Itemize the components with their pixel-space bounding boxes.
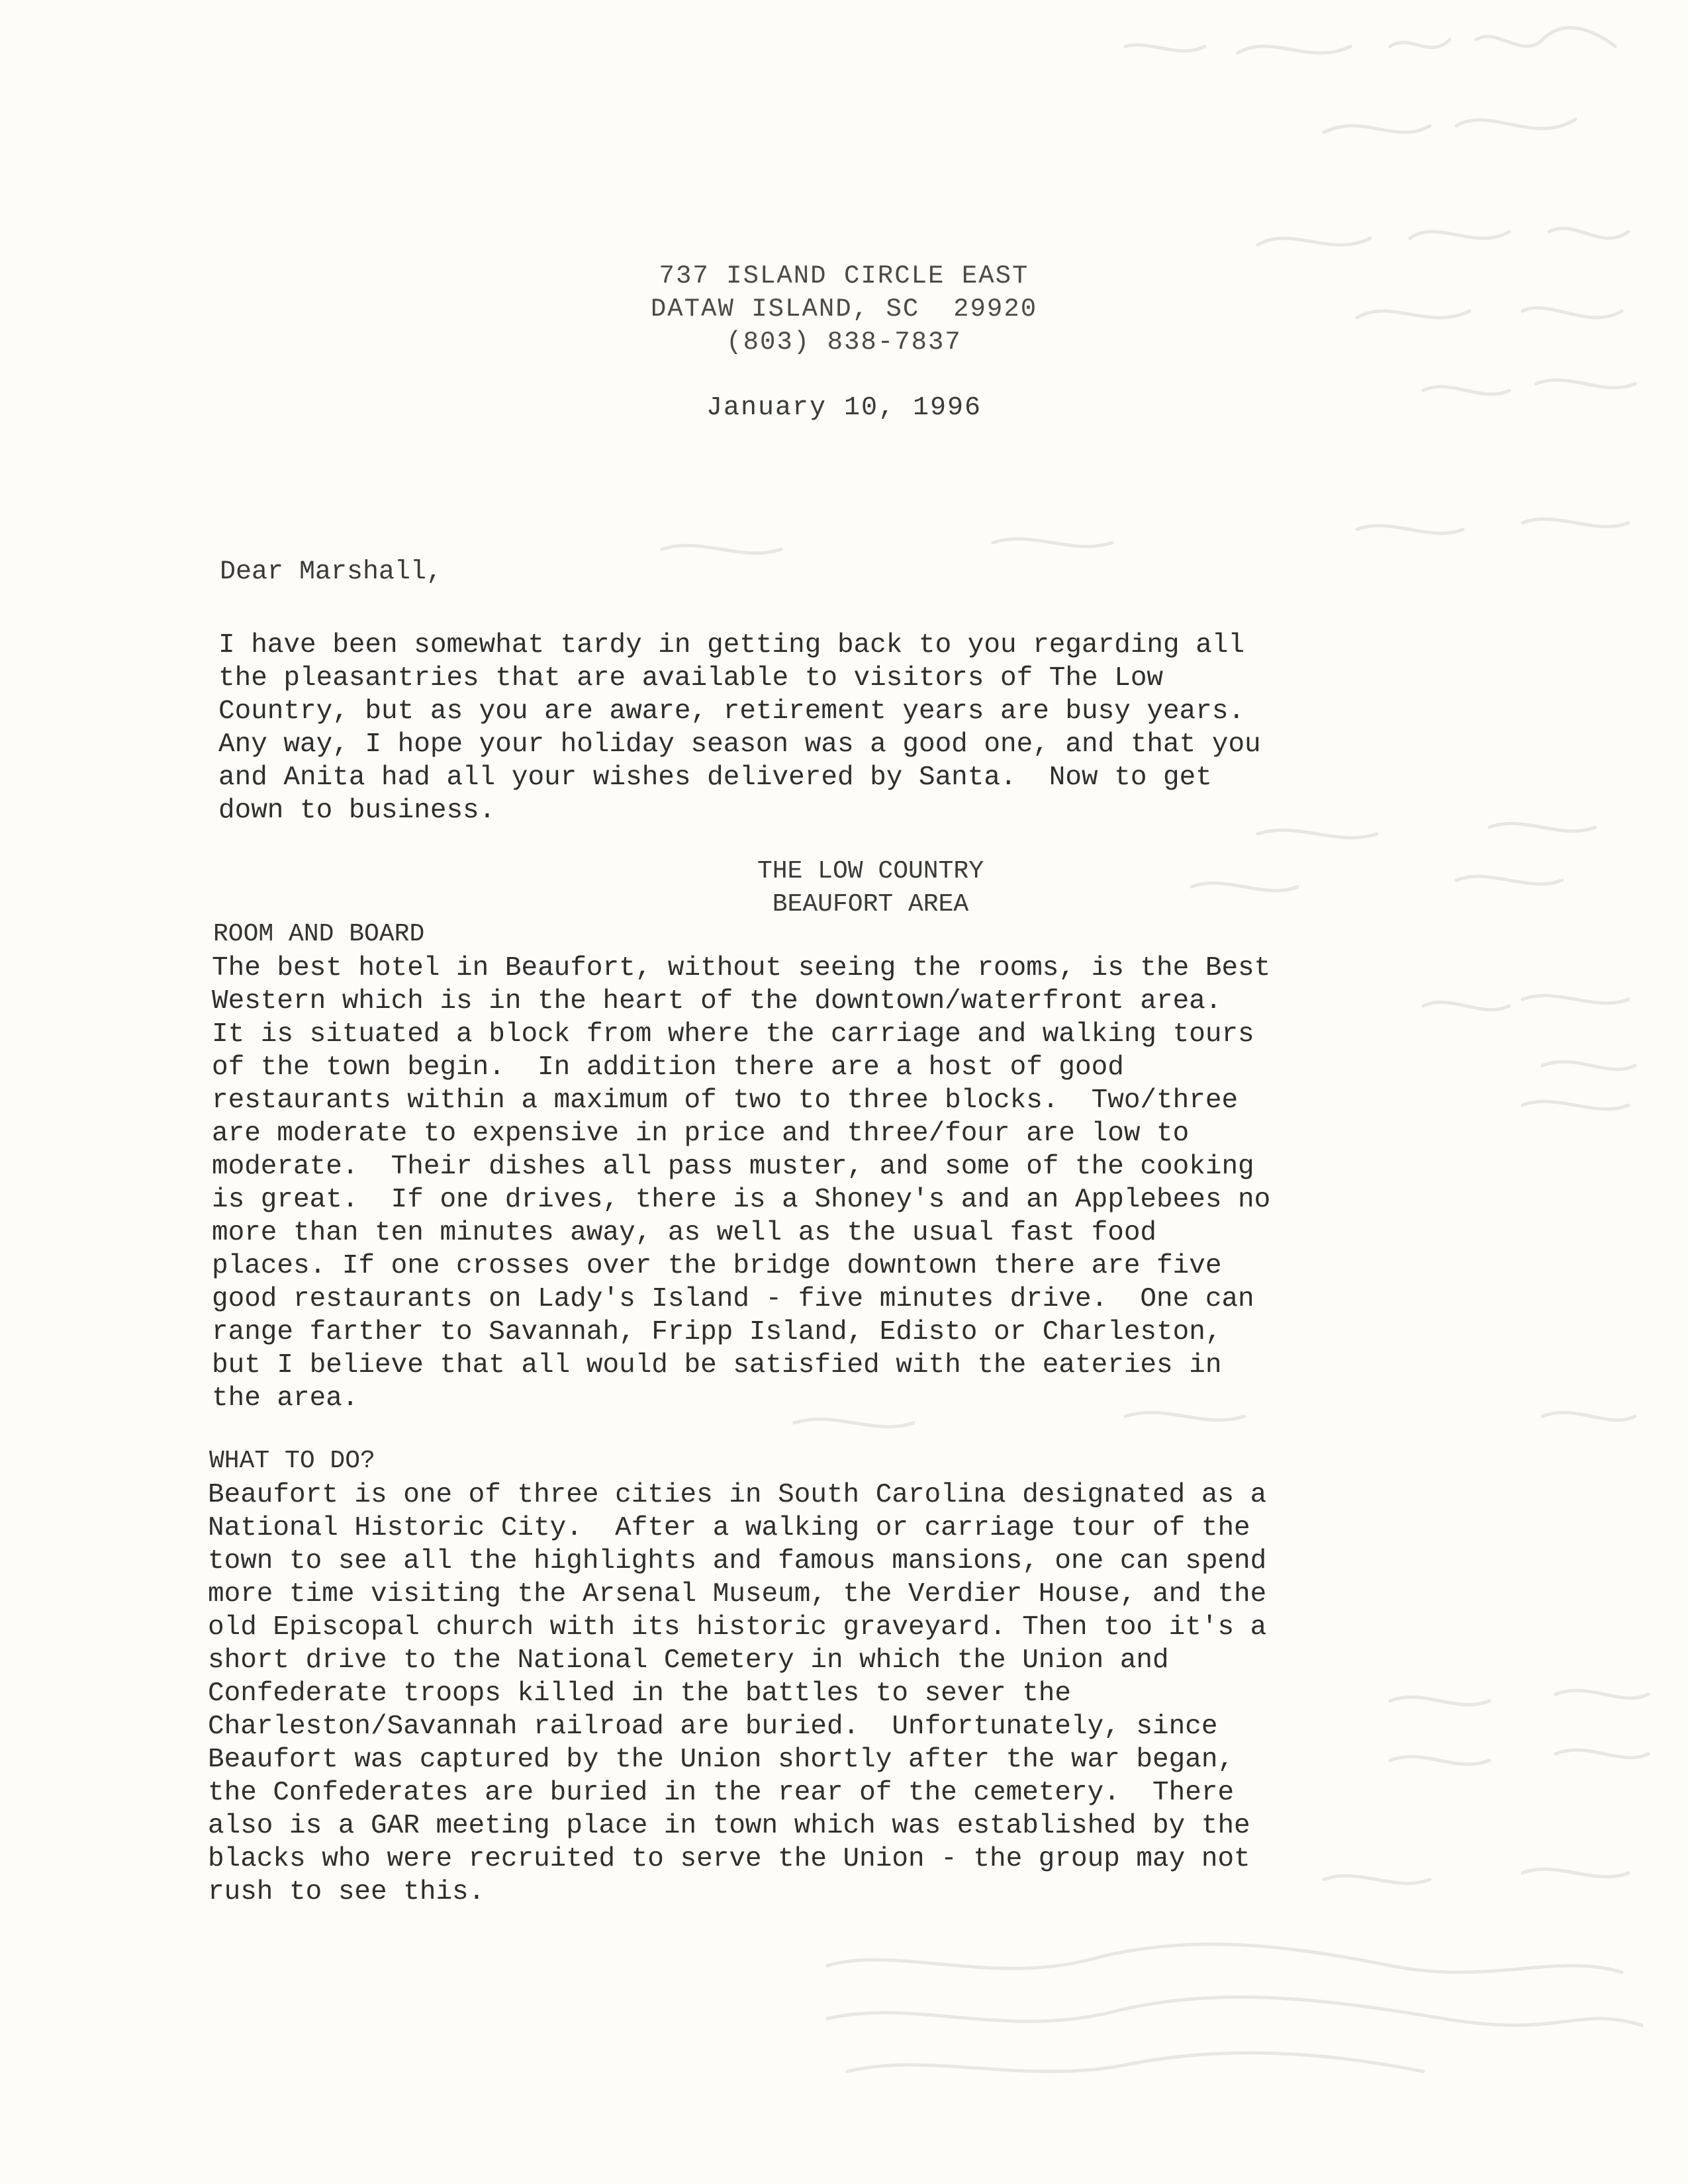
text-line: more than ten minutes away, as well as the usual fast food [212,1218,1157,1248]
text-line: old Episcopal church with its historic graveyard. Then too it's a [208,1612,1267,1643]
text-line: more time visiting the Arsenal Museum, the Verdier House, and the [208,1579,1267,1610]
section-heading [26,855,1688,921]
text-line: down to business. [218,796,496,826]
text-line: town to see all the highlights and famous mansions, one can spend [208,1546,1267,1576]
text-line: Beaufort was captured by the Union shortly after the war began, [208,1745,1235,1775]
text-line: of the town begin. In addition there are a host of good [212,1052,1124,1083]
text-line: but I believe that all would be satisfied with the eateries in [212,1350,1222,1381]
text-line: Any way, I hope your holiday season was a good one, and that you [218,729,1261,760]
text-line: Confederate troops killed in the battles to sever the [208,1678,1072,1709]
salutation: Dear Marshall, [220,557,443,587]
heading-line: THE LOW COUNTRY [757,857,984,886]
heading-line: BEAUFORT AREA [772,890,969,919]
text-line: are moderate to expensive in price and three/four are low to [212,1118,1190,1149]
text-line: The best hotel in Beaufort, without seeing the rooms, is the Best [212,953,1271,983]
text-line: the pleasantries that are available to visitors of The Low [218,663,1164,694]
what-to-do-heading: WHAT TO DO? [209,1447,375,1475]
room-and-board-paragraph [212,952,1270,1415]
letter-date: January 10, 1996 [706,393,982,423]
sender-address [0,259,1688,359]
address-line: DATAW ISLAND, SC 29920 [650,295,1038,324]
text-line: range farther to Savannah, Fripp Island, Edisto or Charleston, [212,1317,1222,1347]
text-line: I have been somewhat tardy in getting back to you regarding all [218,630,1245,660]
text-line: also is a GAR meeting place in town which was established by the [208,1811,1250,1841]
text-line: Charleston/Savannah railroad are buried. Unfortunately, since [208,1711,1218,1742]
what-to-do-paragraph [208,1479,1266,1909]
text-line: places. If one crosses over the bridge downtown there are five [212,1251,1222,1281]
text-line: blacks who were recruited to serve the Union - the group may not [208,1844,1250,1874]
address-line: (803) 838-7837 [726,328,962,357]
text-line: the area. [212,1383,359,1414]
text-line: moderate. Their dishes all pass muster, and some of the cooking [212,1152,1254,1182]
text-line: restaurants within a maximum of two to three blocks. Two/three [212,1085,1239,1116]
text-line: rush to see this. [208,1877,485,1907]
text-line: Beaufort is one of three cities in South Carolina designated as a [208,1480,1267,1510]
text-line: National Historic City. After a walking or carriage tour of the [208,1513,1250,1543]
text-line: the Confederates are buried in the rear of the cemetery. There [208,1778,1235,1808]
address-line: 737 ISLAND CIRCLE EAST [659,261,1029,291]
text-line: short drive to the National Cemetery in which the Union and [208,1645,1169,1676]
text-line: It is situated a block from where the carriage and walking tours [212,1019,1254,1050]
text-line: and Anita had all your wishes delivered by Santa. Now to get [218,762,1212,793]
intro-paragraph [218,629,1261,827]
text-line: Western which is in the heart of the downtown/waterfront area. [212,986,1222,1017]
text-line: is great. If one drives, there is a Shoney's and an Applebees no [212,1185,1271,1215]
room-and-board-heading: ROOM AND BOARD [213,920,425,948]
text-line: Country, but as you are aware, retirement years are busy years. [218,696,1245,727]
text-line: good restaurants on Lady's Island - five minutes drive. One can [212,1284,1254,1314]
